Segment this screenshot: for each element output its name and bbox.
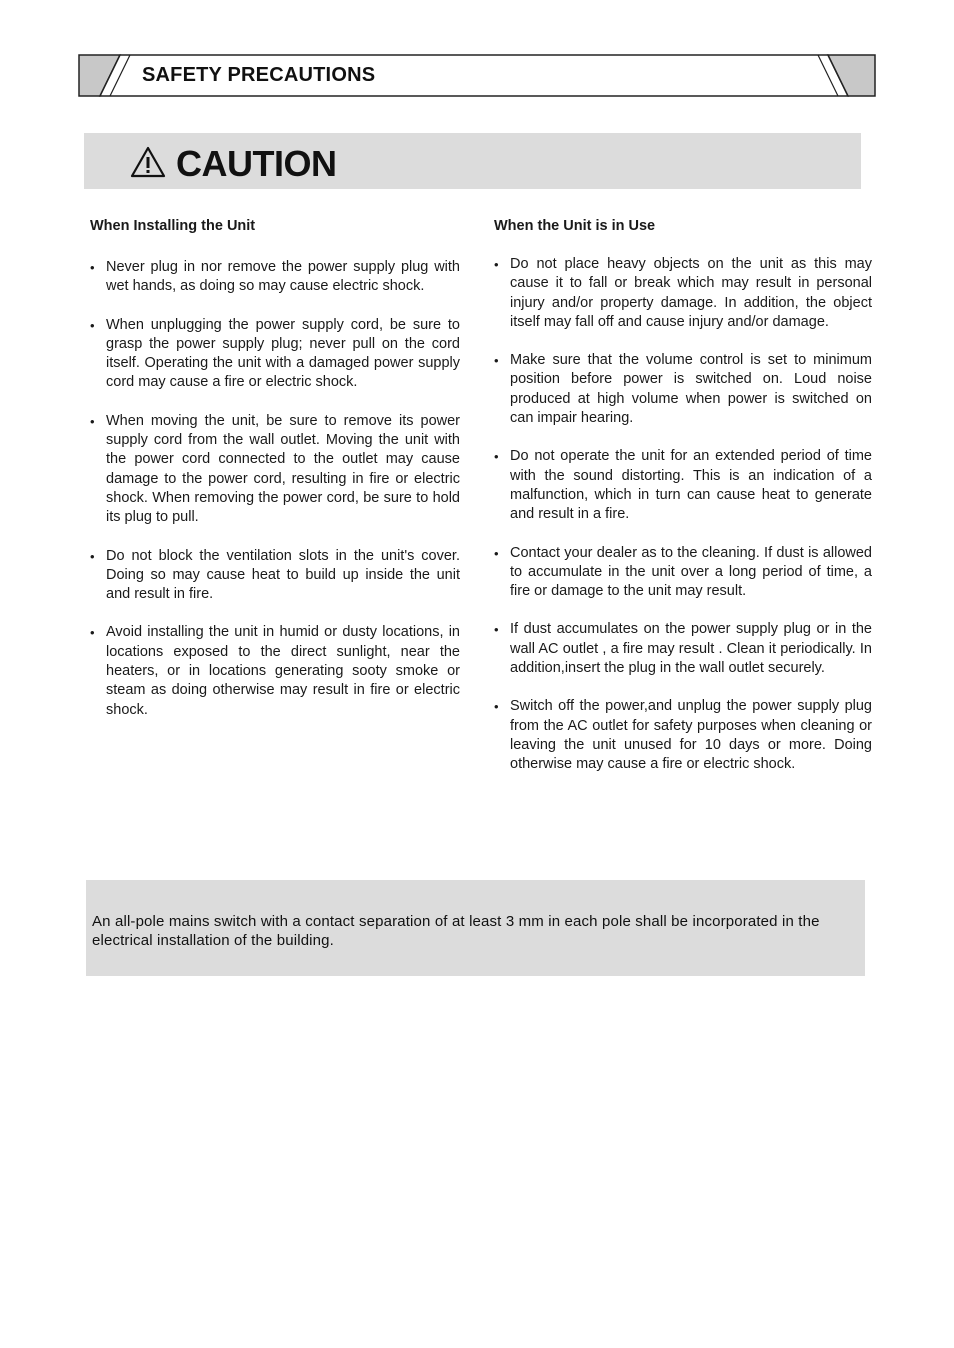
list-item-text: Avoid installing the unit in humid or dusty locations, in locations exposed to the direct sunlight, near the heaters, or in locations generating sooty smoke or steam as doing otherwise may result in fire or electric shock. [106,624,460,718]
installing-section [90,216,460,739]
list-item-text: Do not block the ventilation slots in the unit's cover. Doing so may cause heat to build up inside the unit and result in fire. [106,547,460,603]
list-item [90,623,460,719]
note-text: An all-pole mains switch with a contact separation of at least 3 mm in each pole shall be incorporated in the electrical installation of the building. [92,913,820,949]
list-item [494,255,872,332]
bullet-icon: • [90,413,95,429]
list-item [90,316,460,393]
warning-triangle-icon [130,146,166,178]
list-item [494,544,872,602]
list-item [494,620,872,678]
bullet-icon: • [494,545,499,561]
list-item [90,412,460,528]
list-item-text: Switch off the power,and unplug the power supply plug from the AC outlet for safety purposes when cleaning or leaving the unit unused for 10 days or more. Doing otherwise may cause a fire or electric shock. [510,698,872,773]
list-item-text: When unplugging the power supply cord, be sure to grasp the power supply plug; never pull on the cord itself. Operating the unit with a damaged power supply cord may cause a fire or electric shock. [106,316,460,391]
in-use-section [494,216,872,794]
list-item [494,697,872,774]
bullet-icon: • [494,353,499,369]
bullet-icon: • [494,449,499,465]
bullet-icon: • [494,257,499,272]
bullet-icon: • [90,317,95,333]
section-header-banner [78,54,876,98]
installing-heading: When Installing the Unit [90,218,256,234]
list-item [90,258,460,297]
list-item [494,447,872,524]
list-item [90,547,460,605]
page-title: SAFETY PRECAUTIONS [142,64,376,86]
mains-switch-note [86,880,865,976]
in-use-heading: When the Unit is in Use [494,218,656,234]
list-item [494,351,872,428]
bullet-icon: • [90,260,95,275]
caution-title: CAUTION [176,143,337,184]
bullet-icon: • [90,625,95,641]
list-item-text: If dust accumulates on the power supply plug or in the wall AC outlet , a fire may result . Clean it periodically. In addition,insert the plug in the wall outlet securely. [510,621,872,677]
list-item-text: Make sure that the volume control is set to minimum position before power is switched on. Loud noise produced at high volume when power is switched on can impair hearing. [510,352,872,427]
list-item-text: Do not operate the unit for an extended period of time with the sound distorting. This is an indication of a malfunction, which in turn can cause heat to generate and result in a fire. [510,448,872,523]
bullet-icon: • [494,622,499,638]
bullet-icon: • [90,548,95,564]
bullet-icon: • [494,699,499,715]
list-item-text: Do not place heavy objects on the unit as this may cause it to fall or break which may result in personal injury and/or property damage. In addition, the object itself may fall off and cause injury and/or damage. [510,256,872,330]
list-item-text: Never plug in nor remove the power supply plug with wet hands, as doing so may cause electric shock. [106,259,460,295]
list-item-text: Contact your dealer as to the cleaning. If dust is allowed to accumulate in the unit over a long period of time, a fire or damage to the unit may result. [510,544,872,600]
caution-banner [84,133,861,189]
list-item-text: When moving the unit, be sure to remove its power supply cord from the wall outlet. Moving the unit with the power cord connected to the outlet may cause damage to the power cord, resulting in fire or electric shock. When removing the power cord, be sure to hold its plug to pull. [106,412,460,526]
